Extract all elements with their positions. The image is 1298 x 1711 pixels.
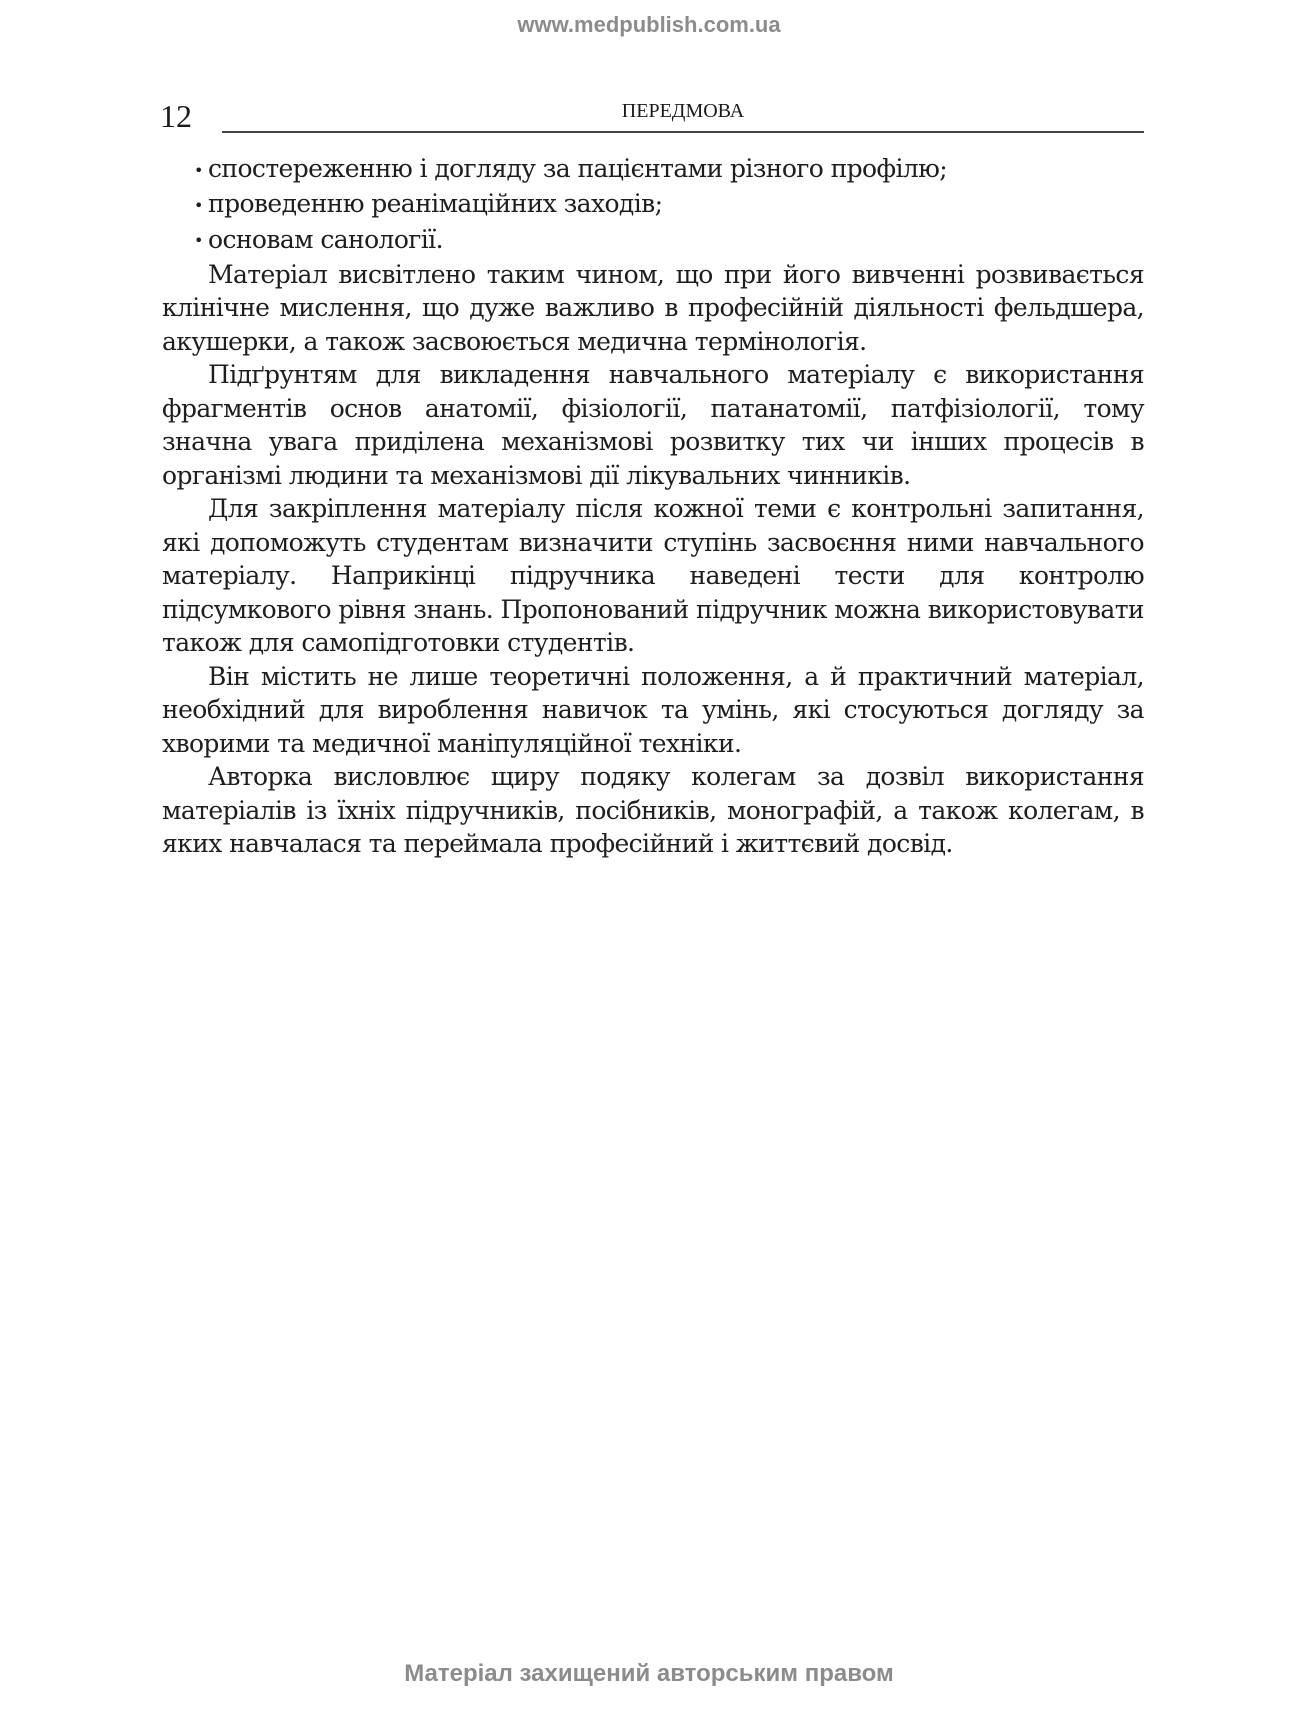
bullet-icon: • (194, 160, 203, 180)
bullet-text: спостереженню і догляду за пацієнтами різного профілю; (208, 154, 948, 183)
paragraph: Він містить не лише теоретичні положення, а й практичний матеріал, необхідний для вироблення навичок та умінь, які стосуються догляду за хворими та медичної маніпуляційної техніки. (162, 661, 1144, 758)
bullet-item (162, 152, 1144, 187)
bullet-text: проведенню реанімаційних заходів; (208, 189, 663, 219)
publisher-url-watermark: www.medpublish.com.ua (517, 12, 781, 37)
page-body (162, 152, 1144, 861)
bullet-item (162, 187, 1144, 222)
bullet-icon: • (194, 196, 203, 215)
bullet-icon: • (194, 231, 203, 251)
paragraph: Авторка висловлює щиру подяку колегам за дозвіл використання матеріалів із їхніх підручників, посібників, монографій, а також колегам, в яких навчалася та переймала професійний і життєвий досвід. (162, 762, 1144, 859)
bullet-item (162, 223, 1144, 258)
copyright-watermark: Матеріал захищений авторським правом (404, 1660, 894, 1687)
running-title: ПЕРЕДМОВА (621, 100, 745, 122)
header-rule (222, 131, 1144, 133)
bullet-text: основам санології. (208, 224, 443, 254)
paragraph: Для закріплення матеріалу після кожної теми є контрольні запитання, які допоможуть студентам визначити ступінь засвоєння ними навчального матеріалу. Наприкінці підручника наведені тести для контролю підсумкового рівня знань. Пропонований підручник можна використовувати також для самопідготовки студентів. (162, 494, 1144, 658)
paragraph: Підґрунтям для викладення навчального матеріалу є використання фрагментів основ анатомії, фізіології, патанатомії, патфізіології, тому значна увага приділена механізмові розвитку тих чи інших процесів в організмі людини та механізмові дії лікувальних чинників. (162, 360, 1144, 490)
paragraph: Матеріал висвітлено таким чином, що при його вивченні розвивається клінічне мислення, що дуже важливо в професійній діяльності фельдшера, акушерки, а також засвоюється медична термінологія. (162, 259, 1144, 356)
page-number: 12 (160, 98, 192, 134)
